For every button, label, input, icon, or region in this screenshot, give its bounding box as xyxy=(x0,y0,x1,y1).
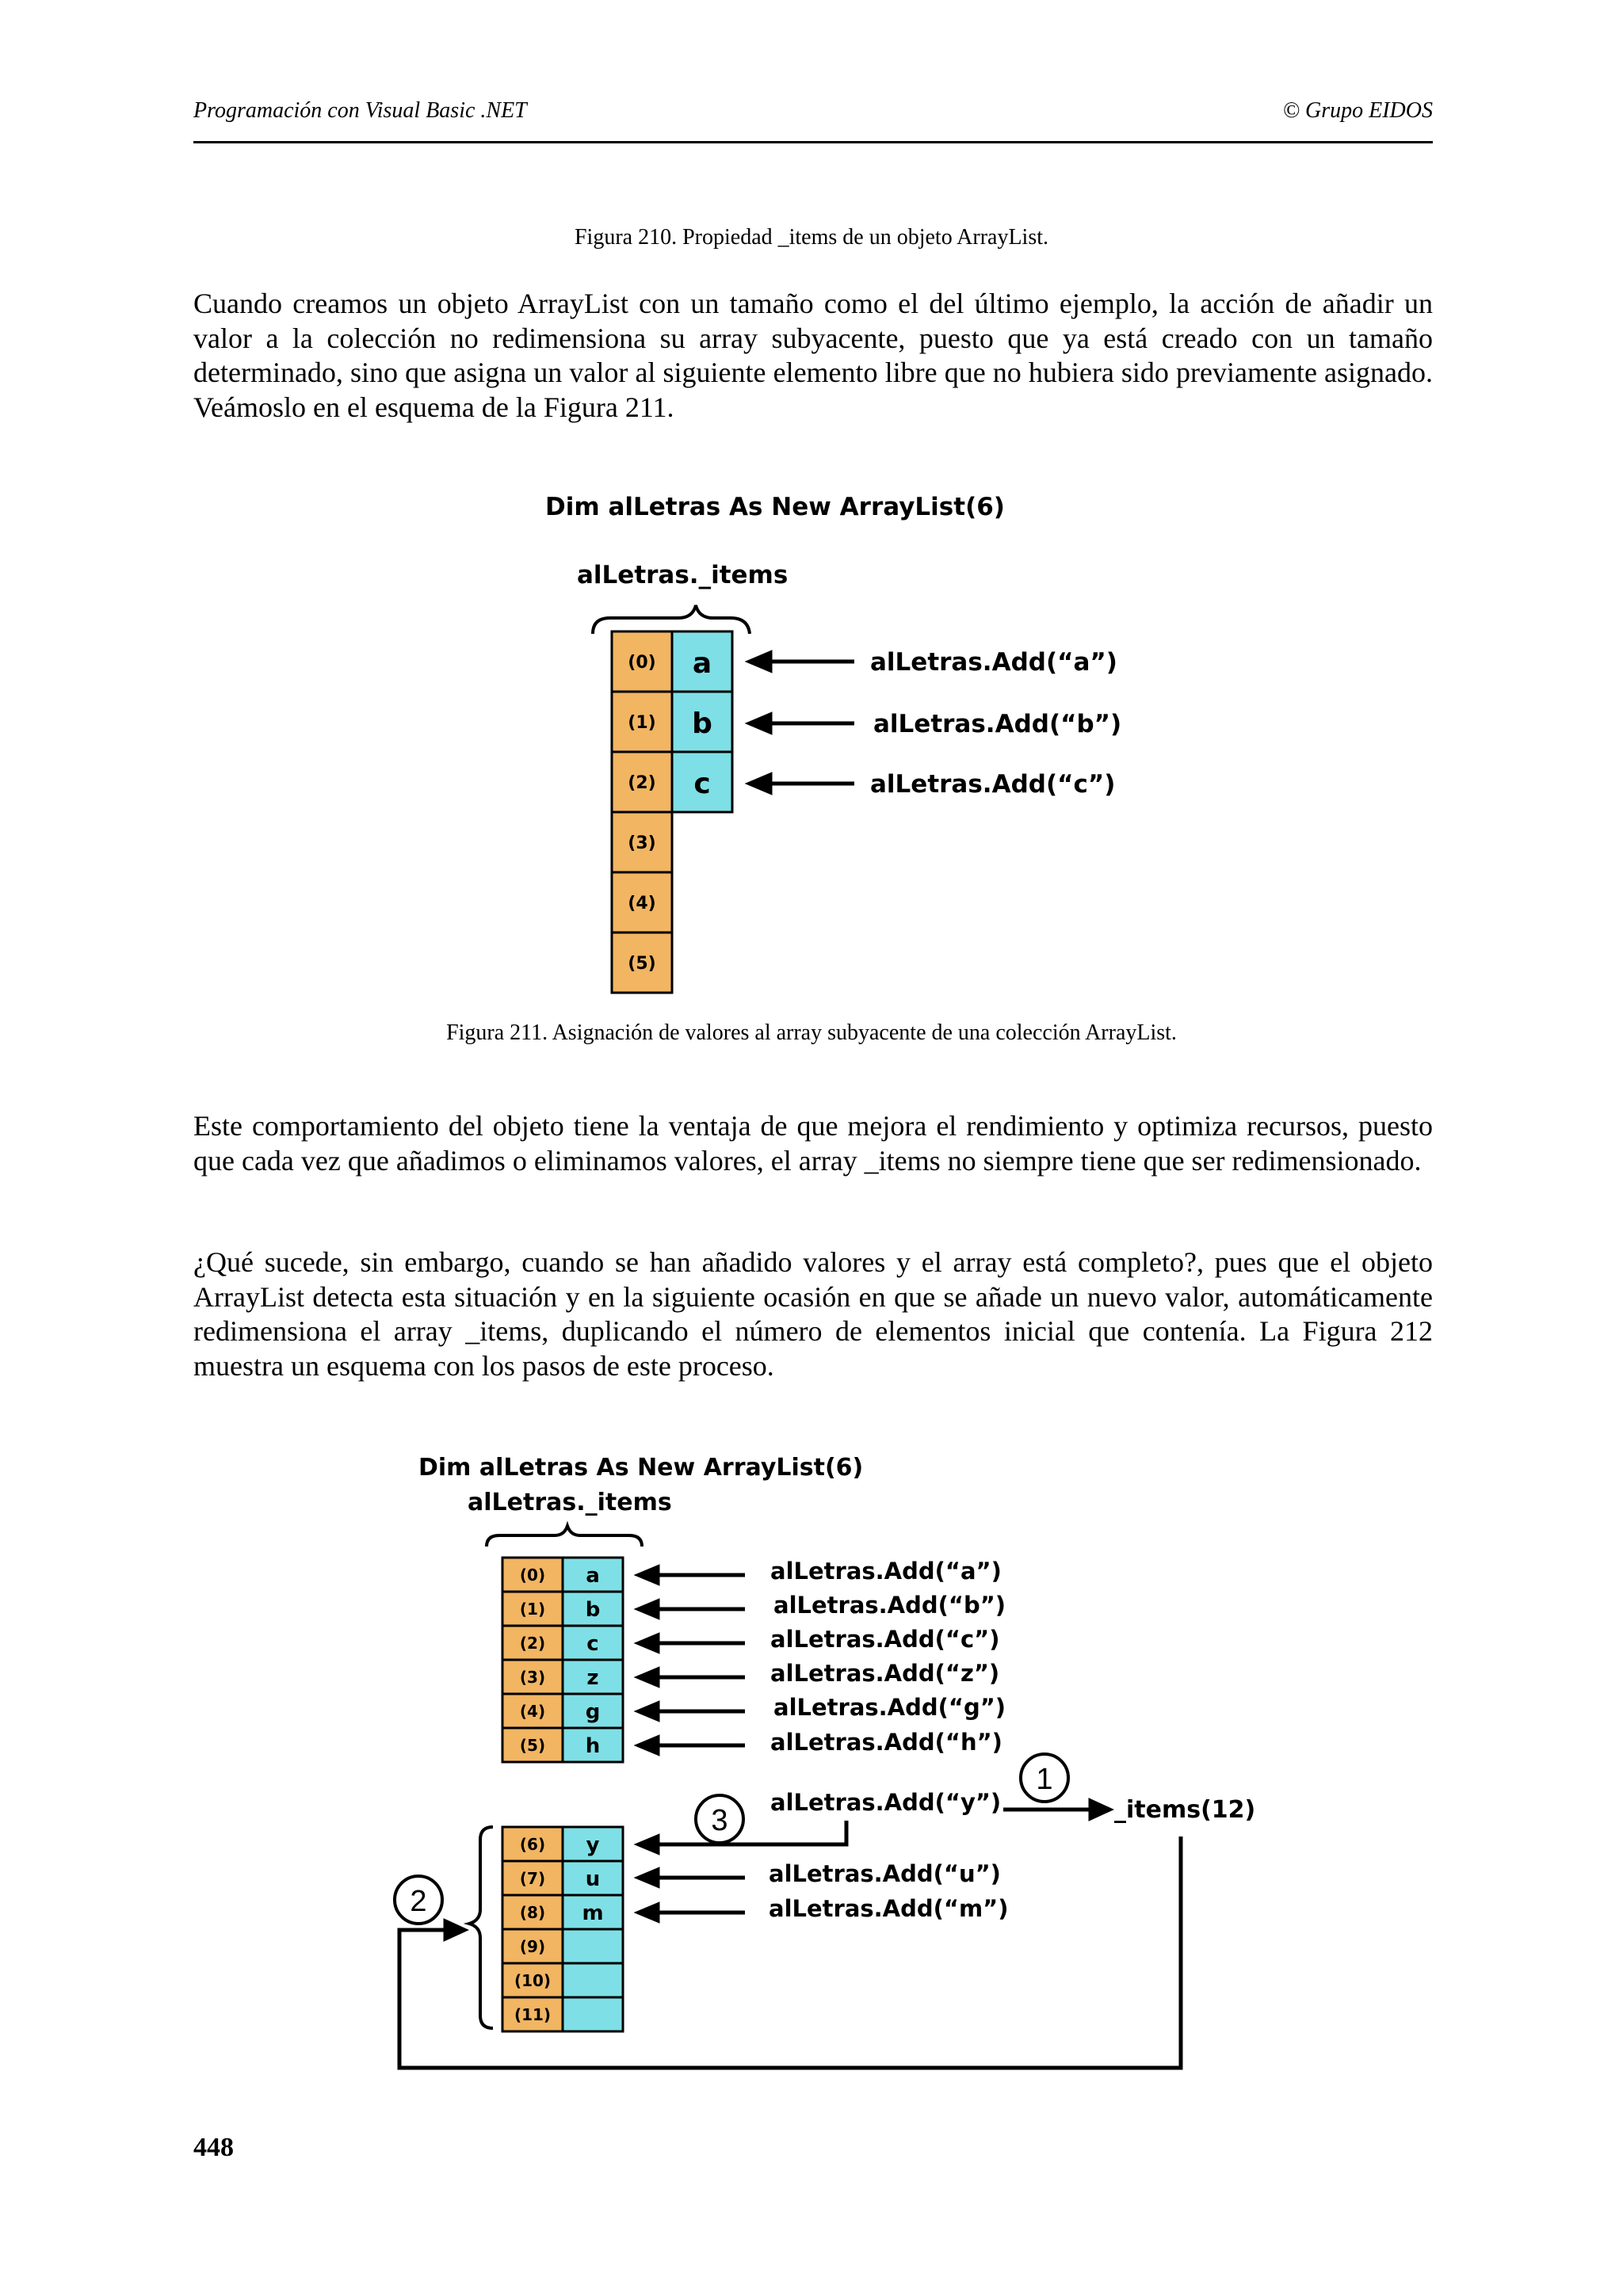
fig212-declaration: Dim alLetras As New ArrayList(6) xyxy=(418,1454,864,1482)
fig212-call-m: alLetras.Add(“m”) xyxy=(769,1895,1009,1922)
fig212-value-2: c xyxy=(586,1632,599,1656)
figure-211-caption: Figura 211. Asignación de valores al array subyacente de una colección ArrayList. xyxy=(446,1020,1177,1045)
fig212-bottom-index-cells xyxy=(502,1827,563,2031)
fig212-value-7: u xyxy=(585,1867,601,1891)
fig211-index-3: (3) xyxy=(628,833,656,853)
fig211-value-1: b xyxy=(692,707,712,740)
fig212-step-3 xyxy=(696,1795,743,1843)
fig212-index-4: (4) xyxy=(519,1702,546,1721)
fig212-value-4: g xyxy=(585,1700,601,1724)
fig212-index-3: (3) xyxy=(519,1668,546,1687)
paragraph-1: Cuando creamos un objeto ArrayList con un tamaño como el del último ejemplo, la acción de añadir un valor a la colección no redimensiona su array subyacente, puesto que ya está creado con un tamaño determinado, sino que asigna un valor al siguiente elemento libre que no hubiera sido previamente asignado. Veámoslo en el esquema de la Figura 211. xyxy=(193,288,1433,423)
fig212-bottom-add-calls xyxy=(769,1860,1008,1922)
fig212-step-2 xyxy=(395,1876,442,1924)
fig211-call-b: alLetras.Add(“b”) xyxy=(873,710,1122,738)
page-number: 448 xyxy=(193,2133,234,2162)
fig212-bottom-value-cells xyxy=(563,1827,623,2031)
fig211-index-4: (4) xyxy=(628,894,656,913)
fig212-top-arrows xyxy=(639,1567,745,1753)
fig211-call-c: alLetras.Add(“c”) xyxy=(870,770,1116,799)
fig212-step-3-label: 3 xyxy=(711,1804,728,1837)
fig212-call-c: alLetras.Add(“c”) xyxy=(770,1626,1000,1653)
fig212-index-6: (6) xyxy=(519,1835,546,1854)
fig212-bottom-arrows xyxy=(639,1870,745,1920)
fig212-index-2: (2) xyxy=(519,1634,546,1653)
fig212-index-7: (7) xyxy=(519,1869,546,1888)
figure-210-caption: Figura 210. Propiedad _items de un objeto ArrayList. xyxy=(574,225,1049,250)
fig212-step-2-label: 2 xyxy=(410,1885,427,1918)
fig212-step-1-label: 1 xyxy=(1036,1763,1053,1796)
fig212-index-1: (1) xyxy=(519,1600,546,1619)
fig212-call-y: alLetras.Add(“y”) xyxy=(770,1789,1002,1816)
fig212-value-3: z xyxy=(586,1666,599,1690)
paragraph-3: ¿Qué sucede, sin embargo, cuando se han añadido valores y el array está completo?, pues que el objeto ArrayList detecta esta situación y en la siguiente ocasión en que se añade un nuevo valor, automáticamente redimensiona el array _items, duplicando el número de elementos inicial que contenía. La Figura 212 muestra un esquema con los pasos de este proceso. xyxy=(193,1246,1433,1382)
paragraph-2: Este comportamiento del objeto tiene la ventaja de que mejora el rendimiento y optimiza recursos, puesto que cada vez que añadimos o eliminamos valores, el array _items no siempre tiene que ser redimensionado. xyxy=(193,1110,1433,1177)
fig211-items-label: alLetras._items xyxy=(577,561,789,589)
fig212-call-h: alLetras.Add(“h”) xyxy=(770,1729,1002,1756)
fig212-call-g: alLetras.Add(“g”) xyxy=(773,1694,1006,1721)
fig212-index-0: (0) xyxy=(519,1566,546,1585)
fig212-brace xyxy=(487,1526,642,1547)
fig212-call-z: alLetras.Add(“z”) xyxy=(770,1660,1000,1687)
fig211-declaration: Dim alLetras As New ArrayList(6) xyxy=(545,493,1005,521)
header-book-title: Programación con Visual Basic .NET xyxy=(193,98,527,123)
fig212-call-b: alLetras.Add(“b”) xyxy=(773,1592,1006,1619)
fig211-value-2: c xyxy=(693,768,711,800)
fig212-call-u: alLetras.Add(“u”) xyxy=(769,1860,1001,1887)
fig212-value-6: y xyxy=(586,1833,600,1857)
fig212-top-index-cells xyxy=(502,1558,563,1762)
fig212-call-a: alLetras.Add(“a”) xyxy=(770,1558,1002,1585)
fig212-index-11: (11) xyxy=(514,2005,552,2024)
fig211-index-2: (2) xyxy=(628,773,656,793)
fig212-index-8: (8) xyxy=(519,1903,546,1922)
fig211-index-0: (0) xyxy=(628,653,656,673)
fig212-value-5: h xyxy=(585,1734,601,1758)
fig211-index-5: (5) xyxy=(628,954,656,974)
fig212-bottom-brace xyxy=(469,1827,493,2028)
fig212-value-8: m xyxy=(582,1901,604,1925)
fig212-value-0: a xyxy=(586,1564,600,1588)
fig212-index-5: (5) xyxy=(519,1736,546,1755)
fig212-index-9: (9) xyxy=(519,1937,546,1956)
header-publisher: © Grupo EIDOS xyxy=(1282,98,1433,123)
fig212-index-10: (10) xyxy=(514,1971,552,1990)
fig211-index-1: (1) xyxy=(628,713,656,733)
fig211-call-a: alLetras.Add(“a”) xyxy=(870,648,1117,677)
fig212-top-add-calls xyxy=(770,1558,1006,1756)
fig212-resize-arrow xyxy=(1003,1801,1109,1818)
fig212-value-1: b xyxy=(585,1598,601,1622)
fig212-items-label: alLetras._items xyxy=(468,1489,672,1516)
fig212-step-1 xyxy=(1021,1754,1068,1802)
fig212-top-value-cells xyxy=(563,1558,623,1762)
fig212-resize-label: _items(12) xyxy=(1114,1796,1256,1824)
fig211-value-0: a xyxy=(692,647,712,680)
